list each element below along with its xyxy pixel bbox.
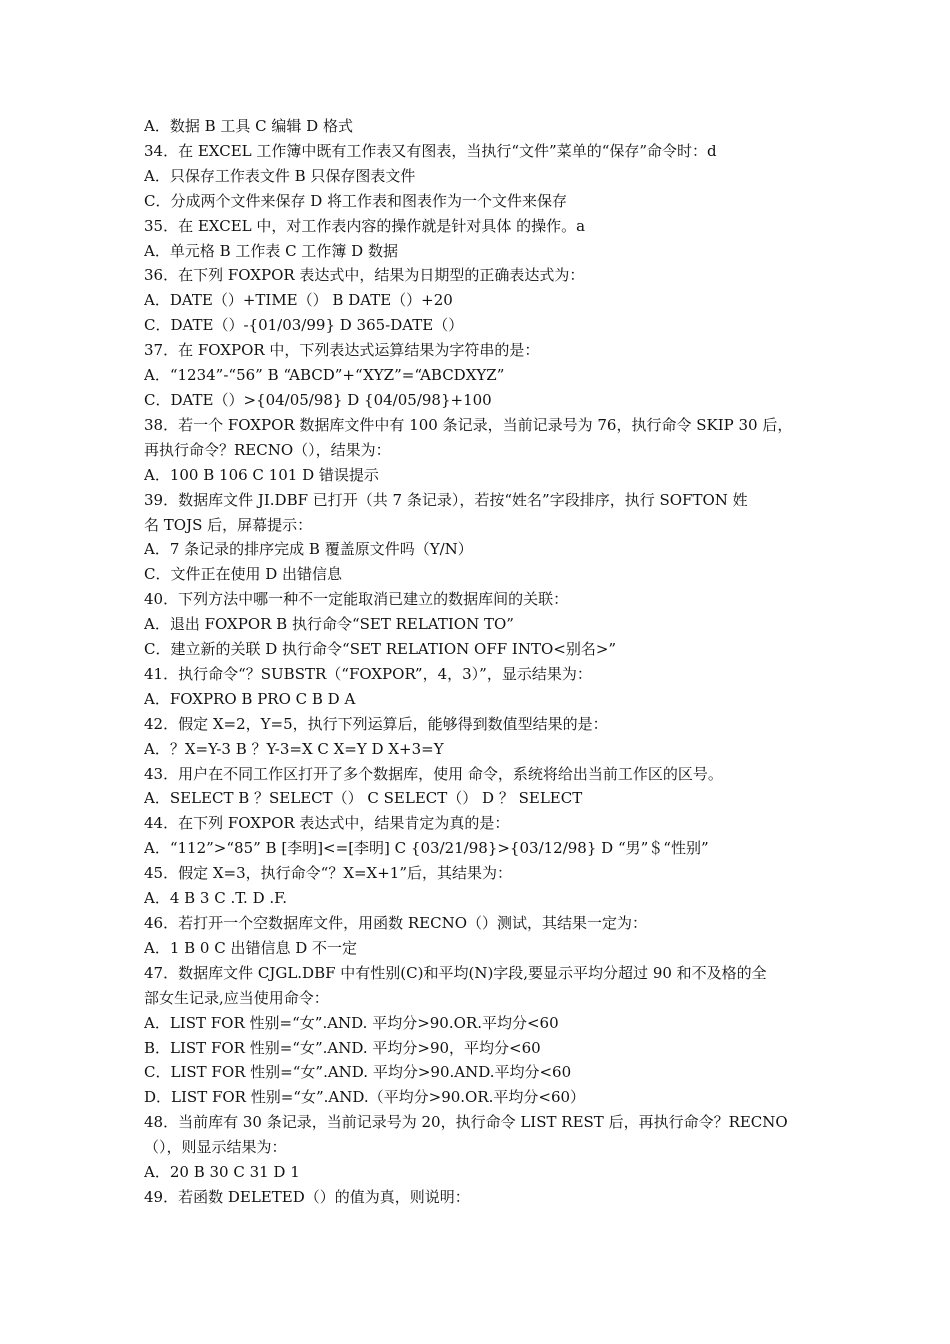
- text-line: A．7 条记录的排序完成 B 覆盖原文件吗（Y/N）: [144, 540, 473, 559]
- text-line: C．分成两个文件来保存 D 将工作表和图表作为一个文件来保存: [144, 191, 568, 210]
- text-line: 37．在 FOXPOR 中，下列表达式运算结果为字符串的是：: [144, 341, 540, 360]
- text-line: 名 TOJS 后，屏幕提示：: [144, 515, 313, 534]
- text-line: A．“112”>“85” B [李明]<=[李明] C {03/21/98}>{03/12/98} D “男”＄“性别”: [144, 839, 709, 858]
- text-line: A．退出 FOXPOR B 执行命令“SET RELATION TO”: [144, 615, 514, 634]
- text-line: 45．假定 X=3，执行命令“？X=X+1”后，其结果为：: [144, 864, 513, 883]
- text-line: A．数据 B 工具 C 编辑 D 格式: [144, 117, 353, 135]
- text-line: A．SELECT B ？SELECT（） C SELECT（） D ？ SELECT: [144, 789, 583, 808]
- text-line: 42．假定 X=2，Y=5，执行下列运算后，能够得到数值型结果的是：: [144, 714, 608, 733]
- text-line: 48．当前库有 30 条记录，当前记录号为 20，执行命令 LIST REST 后，再执行命令？RECNO: [144, 1113, 788, 1132]
- text-line: 40．下列方法中哪一种不一定能取消已建立的数据库间的关联：: [144, 590, 569, 609]
- text-line: 44．在下列 FOXPOR 表达式中，结果肯定为真的是：: [144, 814, 510, 833]
- text-line: A．？X=Y-3 B ？Y-3=X C X=Y D X+3=Y: [144, 739, 444, 758]
- text-line: 再执行命令？RECNO（），结果为：: [144, 440, 391, 459]
- text-line: C．LIST FOR 性别=“女”.AND. 平均分>90.AND.平均分<60: [144, 1063, 572, 1082]
- text-line: 39．数据库文件 JI.DBF 已打开（共 7 条记录），若按“姓名”字段排序，执行 SOFTON 姓: [144, 490, 748, 509]
- text-line: A．1 B 0 C 出错信息 D 不一定: [144, 938, 358, 957]
- text-line: 43．用户在不同工作区打开了多个数据库，使用 命令，系统将给出当前工作区的区号。: [144, 764, 723, 783]
- text-line: （），则显示结果为：: [144, 1138, 287, 1157]
- text-line: C．文件正在使用 D 出错信息: [144, 565, 343, 584]
- text-line: 46．若打开一个空数据库文件，用函数 RECNO（）测试，其结果一定为：: [144, 914, 648, 932]
- text-line: C．建立新的关联 D 执行命令“SET RELATION OFF INTO<别名>”: [144, 640, 617, 659]
- text-line: A．LIST FOR 性别=“女”.AND. 平均分>90.OR.平均分<60: [144, 1013, 559, 1032]
- text-line: 47．数据库文件 CJGL.DBF 中有性别(C)和平均(N)字段,要显示平均分超过 90 和不及格的全: [144, 963, 767, 982]
- text-line: A．4 B 3 C .T. D .F.: [144, 889, 287, 908]
- text-line: 34．在 EXCEL 工作簿中既有工作表又有图表，当执行“文件”菜单的“保存”命令时：d: [144, 141, 717, 160]
- text-line: A．只保存工作表文件 B 只保存图表文件: [144, 166, 416, 185]
- text-line: A．FOXPRO B PRO C B D A: [144, 689, 356, 708]
- text-line: 部女生记录,应当使用命令：: [144, 988, 329, 1007]
- text-line: A．20 B 30 C 31 D 1: [144, 1163, 300, 1182]
- text-line: C．DATE（）>{04/05/98} D {04/05/98}+100: [144, 390, 492, 409]
- text-line: A．“1234”-“56” B “ABCD”+“XYZ”=“ABCDXYZ”: [144, 366, 505, 385]
- text-line: C．DATE（）-{01/03/99} D 365-DATE（）: [144, 316, 464, 335]
- document-body: [144, 114, 808, 1210]
- text-line: A．单元格 B 工作表 C 工作簿 D 数据: [144, 241, 398, 260]
- text-line: 41．执行命令“？SUBSTR（“FOXPOR”，4，3）”，显示结果为：: [144, 664, 592, 683]
- text-line: 38．若一个 FOXPOR 数据库文件中有 100 条记录，当前记录号为 76，执行命令 SKIP 30 后，: [144, 415, 793, 434]
- text-line: A．DATE（）+TIME（） B DATE（）+20: [144, 291, 453, 310]
- text-line: 35．在 EXCEL 中，对工作表内容的操作就是针对具体 的操作。a: [144, 216, 586, 235]
- text-line: B．LIST FOR 性别=“女”.AND. 平均分>90，平均分<60: [144, 1038, 541, 1057]
- text-line: A．100 B 106 C 101 D 错误提示: [144, 465, 379, 484]
- text-line: 36．在下列 FOXPOR 表达式中，结果为日期型的正确表达式为：: [144, 266, 585, 285]
- text-line: D．LIST FOR 性别=“女”.AND.（平均分>90.OR.平均分<60）: [144, 1088, 586, 1107]
- text-line: 49．若函数 DELETED（）的值为真，则说明：: [144, 1187, 470, 1206]
